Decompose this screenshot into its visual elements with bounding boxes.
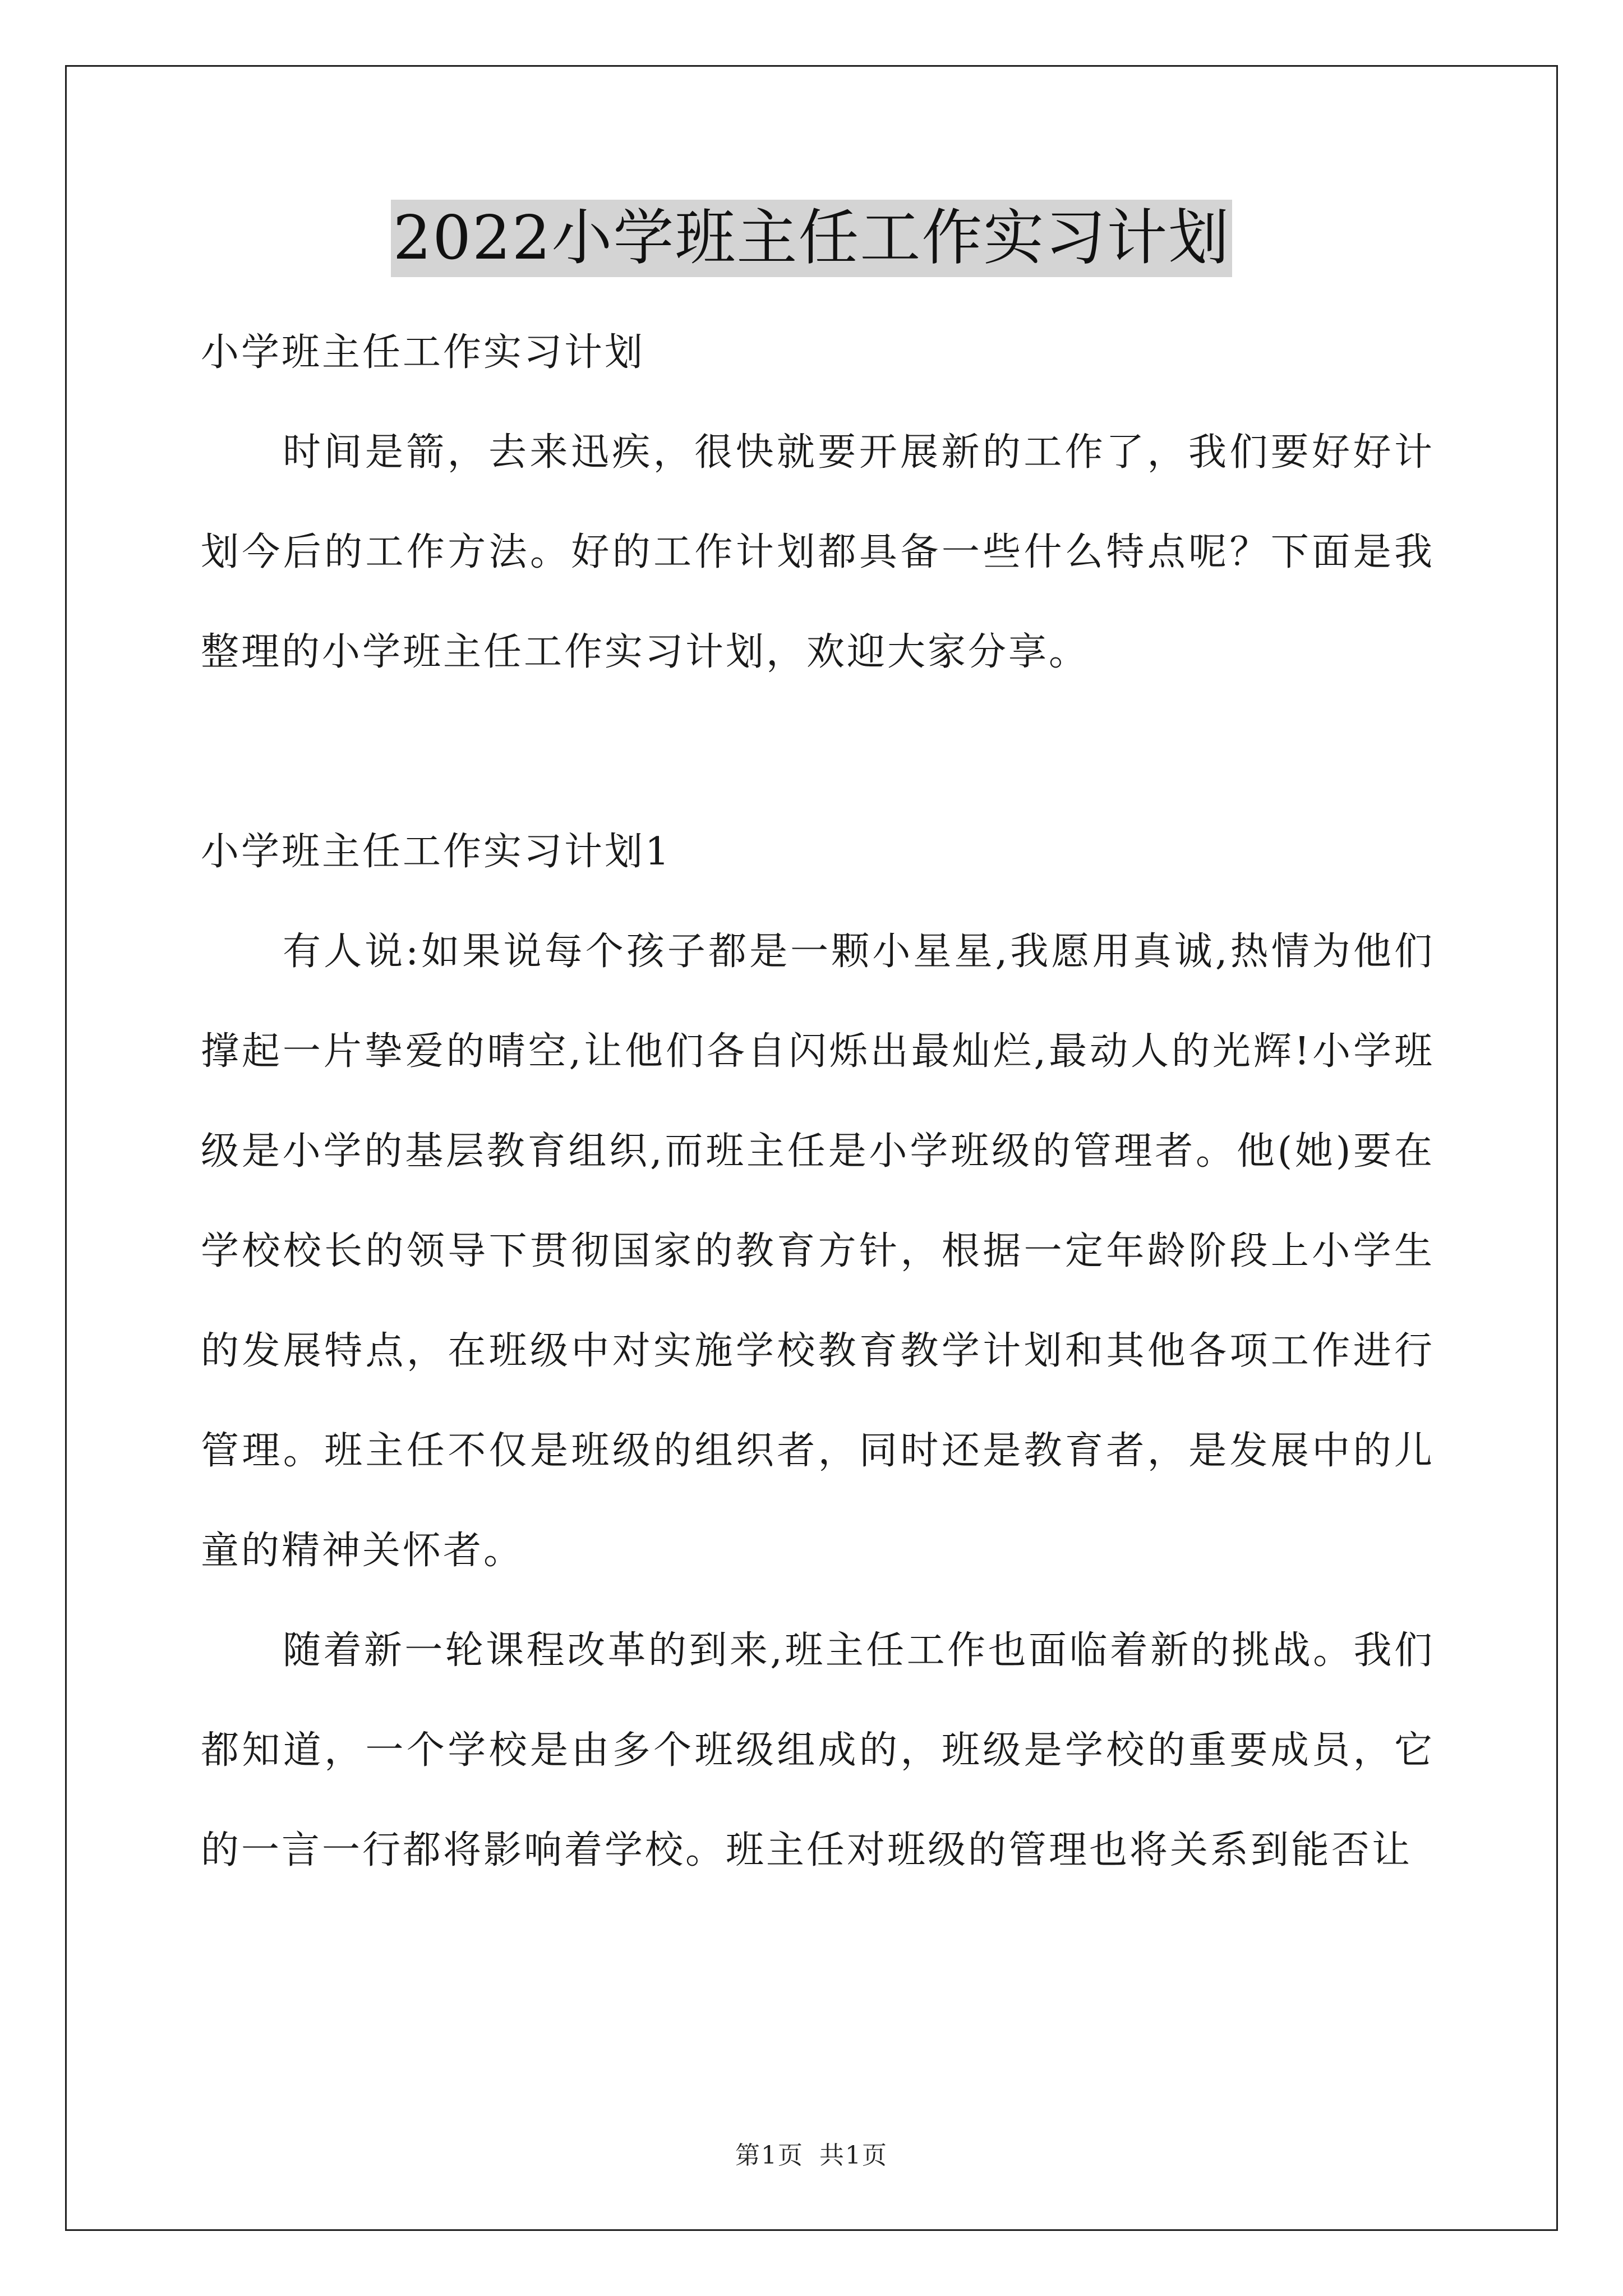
- page-number-current: 第1页: [735, 2141, 804, 2170]
- paragraph-1: 有人说:如果说每个孩子都是一颗小星星,我愿用真诚,热情为他们撑起一片挚爱的晴空,让他们各自闪烁出最灿烂,最动人的光辉!小学班级是小学的基层教育组织,而班主任是小学班级的管理者。他(她)要在学校校长的领导下贯彻国家的教育方针，根据一定年龄阶段上小学生的发展特点，在班级中对实施学校教育教学计划和其他各项工作进行管理。班主任不仅是班级的组织者，同时还是教育者，是发展中的儿童的精神关怀者。: [201, 930, 1435, 1573]
- page-footer: [0, 2135, 1623, 2171]
- blank-line: [201, 702, 1435, 802]
- subtitle: 小学班主任工作实习计划: [201, 330, 645, 375]
- page-number-total: 共1页: [819, 2141, 888, 2170]
- document-title: 2022小学班主任工作实习计划: [391, 200, 1233, 277]
- title-container: [0, 200, 1623, 277]
- section-heading: 小学班主任工作实习计划1: [201, 830, 672, 874]
- document-body: [201, 303, 1435, 1901]
- paragraph-2: 随着新一轮课程改革的到来,班主任工作也面临着新的挑战。我们都知道，一个学校是由多个班级组成的，班级是学校的重要成员，它的一言一行都将影响着学校。班主任对班级的管理也将关系到能否让: [201, 1628, 1435, 1872]
- intro-paragraph: 时间是箭，去来迅疾，很快就要开展新的工作了，我们要好好计划今后的工作方法。好的工作计划都具备一些什么特点呢？下面是我整理的小学班主任工作实习计划，欢迎大家分享。: [201, 430, 1435, 674]
